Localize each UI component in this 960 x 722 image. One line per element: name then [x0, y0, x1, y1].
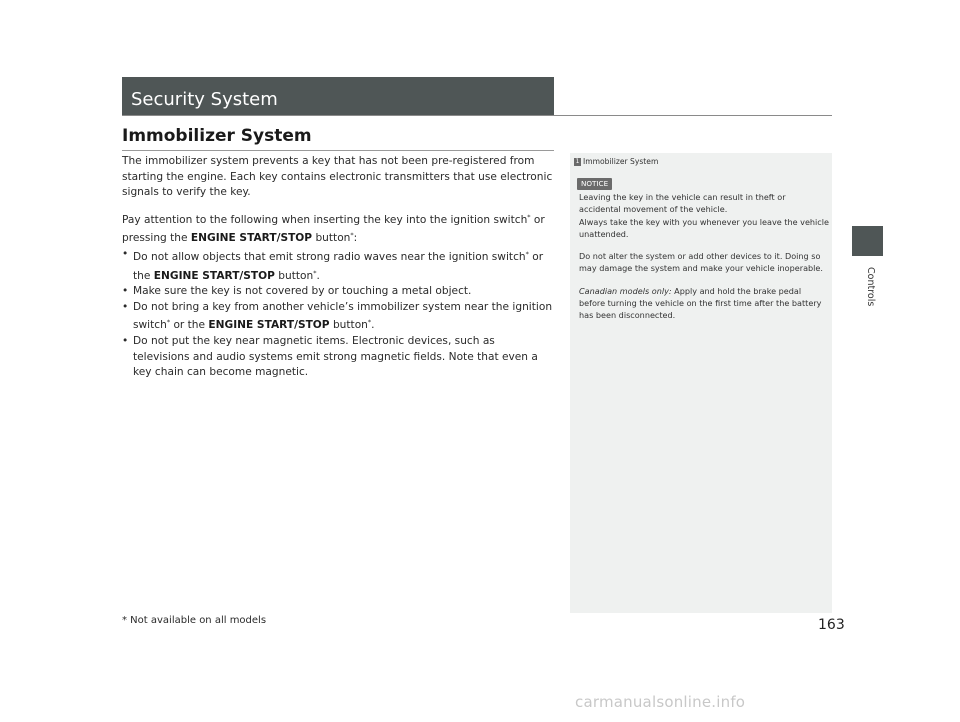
- engine-start-stop-label: ENGINE START/STOP: [190, 232, 313, 245]
- page-title: Security System: [131, 89, 278, 110]
- watermark: carmanualsonline.info: [575, 693, 746, 711]
- footnote: * Not available on all models: [122, 615, 267, 626]
- main-body: [122, 154, 554, 381]
- notice-badge: NOTICE: [577, 178, 612, 190]
- chapter-label: Controls: [865, 267, 876, 307]
- intro-paragraph: The immobilizer system prevents a key that has not been pre-registered from starting the engine. Each key contains electronic transmitters that use electronic signals to verify the key.: [122, 155, 553, 199]
- sidebar-title: 1 Immobilizer System: [575, 157, 659, 166]
- list-item: • Make sure the key is not covered by or touching a metal object.: [122, 284, 554, 300]
- list-item: • Do not bring a key from another vehicle’s immobilizer system near the ignition switch* or the ENGINE START/STOP button*.: [122, 300, 554, 334]
- list-item: • Do not allow objects that emit strong radio waves near the ignition switch* or the ENGINE START/STOP button*.: [122, 247, 554, 284]
- section-heading: Immobilizer System: [122, 126, 312, 146]
- reference-icon: 1: [575, 157, 580, 165]
- canadian-note: Canadian models only: Apply and hold the brake pedal before turning the vehicle on the first time after the battery has been disconnected.: [579, 285, 822, 321]
- list-item: • Do not put the key near magnetic items. Electronic devices, such as televisions and audio systems emit strong magnetic fields. Note that even a key chain can become magnetic.: [122, 334, 554, 381]
- page-number: 163: [818, 617, 845, 633]
- section-divider: [122, 150, 554, 151]
- notice-text-2: Always take the key with you whenever you leave the vehicle unattended.: [579, 216, 829, 239]
- attention-paragraph: Pay attention to the following when inserting the key into the ignition switch* or pressing the ENGINE START/STOP button*:: [122, 212, 545, 245]
- precautions-list: [122, 247, 554, 381]
- sidebar-notes: [570, 153, 832, 613]
- notice-text: Leaving the key in the vehicle can result in theft or accidental movement of the vehicle.: [579, 192, 786, 215]
- chapter-tab: [852, 226, 883, 256]
- section-header-bar: [122, 77, 554, 116]
- alter-warning: Do not alter the system or add other devices to it. Doing so may damage the system and make your vehicle inoperable.: [579, 251, 823, 274]
- header-divider: [122, 115, 832, 116]
- sidebar-body: [579, 191, 829, 329]
